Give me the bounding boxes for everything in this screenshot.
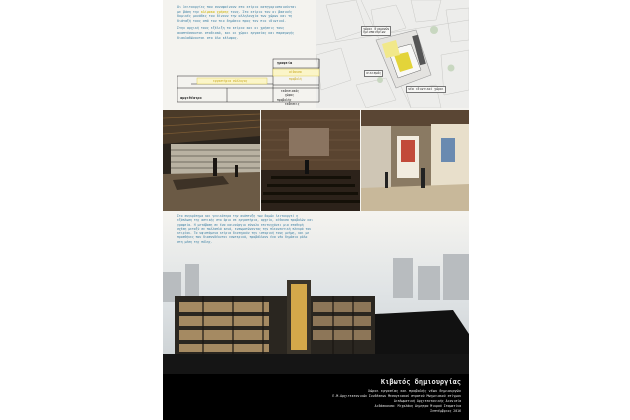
diagram-label-offices: γραφεία — [277, 61, 293, 65]
footer-institution: Ε.Μ.Αρχιτεκτονικών Συνδέσεων Μεσογειακού στρατού Μνημειακού στίγμου — [332, 394, 461, 398]
project-description — [177, 214, 313, 244]
poster — [163, 0, 469, 420]
intro-highlight: κλίμακα χρήσης — [200, 9, 229, 14]
program-diagram — [177, 58, 332, 106]
footer-title: Κιβωτός δημιουργίας — [380, 378, 461, 386]
footer-date: Σεπτέμβριος 2016 — [430, 409, 461, 413]
diagram-label-workshops: εργαστήρια σύλλογος — [213, 79, 248, 83]
diagram-label-hall: αίθουσα — [289, 70, 302, 74]
diagram-label-amphitheater: αμφιθέατρο — [180, 96, 202, 100]
site-plan — [316, 0, 469, 108]
footer-thesis: Διπλωματική Αρχιτεκτονικής Διονισία — [393, 399, 461, 403]
description-text: Στο συγκρότημα και γενικότερα την ανάπτυξη των δομών λειτουργεί η εξάπλωση της αστικής στο όριο σε εργαστήρια, αρχείο, αίθουσα προβολών και γραφεία. Η μετάβαση σε ένα καινούργιο σύνολο επιτυγχάνει μια σταθερή σχέση μεταξύ σε πολλαπλά κενά, ενσωματώνοντας την πλεονεκτική πλευρά του κτιρίου. Τα υφιστάμενα κτίρια διατηρούν την ιστορική τους μνήμη, και με προσθήκες που διασυνδέονται εσωτερικά, προβάλλουν ένα νέο δημόσιο ρόλο στη μέση της πόλης. — [177, 214, 313, 244]
interior-renderings — [163, 110, 469, 211]
map-label-private-spaces: νέα ιδιωτικοί χώροι — [406, 86, 446, 93]
intro-text — [177, 5, 299, 43]
diagram-label-projection-2: εκθεσεις — [285, 102, 300, 106]
intro-paragraph-2: Στην αρχική τους εξέλιξη τα κτίρια και οι χρήσεις τους αναπτύσσονται σταδιακά, και οι χώροι εργασίας και παραγωγής διακλαδώνονται στο όλο κέλυφος. — [177, 26, 295, 40]
intro-paragraph-1: Οι λειτουργίες που συνυφαίνουν στο κτίριο κατηγοριοποιούνται με βάση την κλίμακα χρήσης τους. Στο κτίριο του οι βασικές δομικές μονάδες του δίνουν την αλληλουχία των χώρων και τη διάταξή τους από τον πιο δημόσιο προς τον πιο ιδιωτικό. — [177, 5, 297, 23]
render-workshop-interior — [163, 110, 260, 211]
render-amphitheater-interior — [261, 110, 360, 211]
map-label-courtyards: χώροι διαμονών ημιυπαιθρίων — [361, 26, 391, 36]
footer-subtitle: Χώροι εργασίας και προβολής νέων δημιουργών — [367, 389, 461, 393]
footer-supervisors: Διδάσκουσα: Μιχαλάκη Δημητρα Μικρού Σταματίνα — [374, 404, 461, 408]
diagram-label-exhibition-2: χώρος — [285, 93, 295, 97]
diagram-label-exhibition-1: εκθεσιακός — [281, 89, 300, 93]
site-plan-drawing — [316, 0, 469, 108]
map-label-settlement: οικισμός — [364, 70, 383, 77]
poster-footer — [163, 374, 469, 420]
diagram-label-projection-1: προβολής — [277, 98, 292, 102]
render-exhibition-interior — [361, 110, 469, 211]
diagram-label-projection: προβολή — [289, 77, 302, 81]
